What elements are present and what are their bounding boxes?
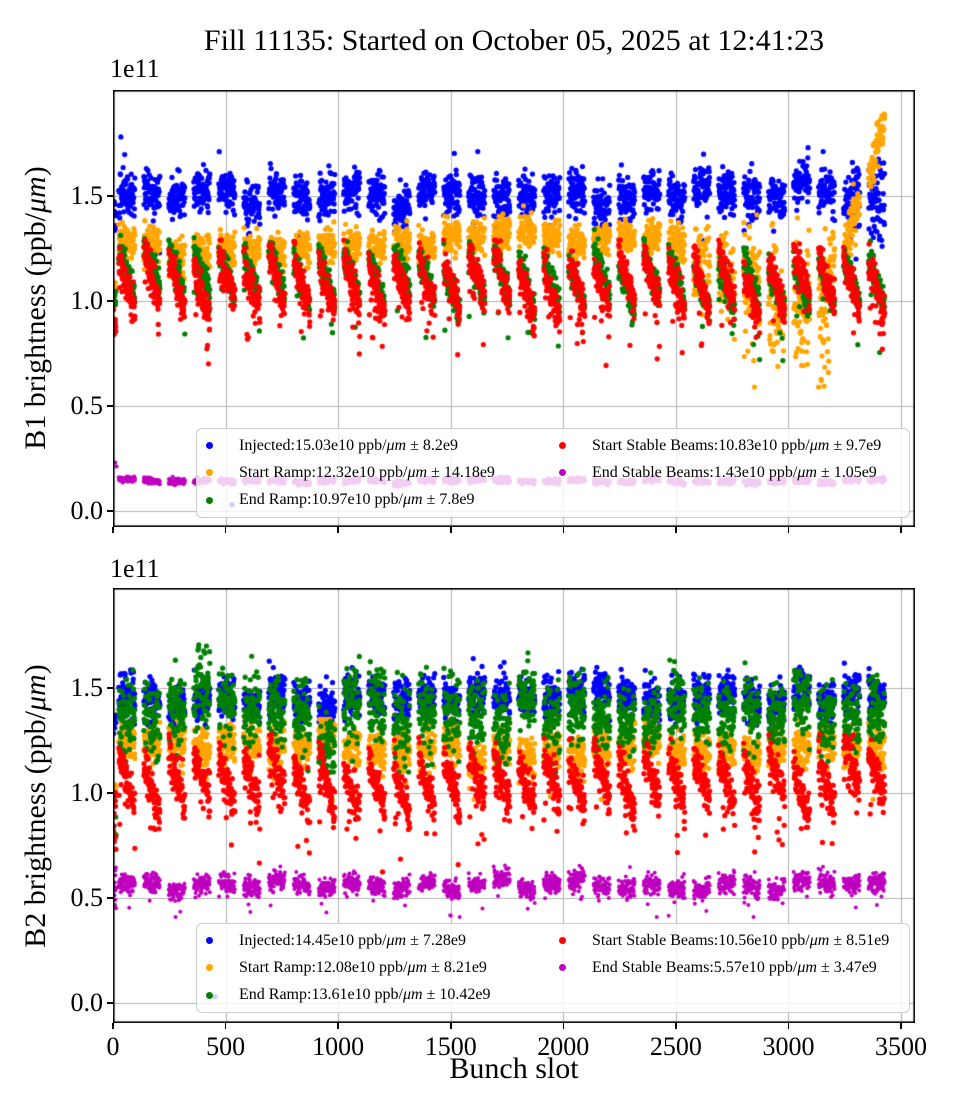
x-tick-mark [337,527,339,533]
legend-marker-injected [206,937,213,944]
y-tick-mark [107,792,113,794]
legend-label-start-ramp: Start Ramp:12.32e10 ppb/μm ± 14.18e9 [239,463,495,481]
b2-offset-text: 1e11 [110,554,160,583]
figure-title: Fill 11135: Started on October 05, 2025 at 12:41:23 [203,24,825,57]
x-tick-mark [900,527,902,533]
legend-label-start-stable-beams: Start Stable Beams:10.56e10 ppb/μm ± 8.51e9 [592,931,890,949]
y-tick-label: 0.5 [70,882,103,912]
legend-marker-end-ramp [206,992,213,999]
x-tick-mark [225,527,227,533]
y-tick-mark [107,195,113,197]
b1-ylabel-prefix: B1 brightness (ppb/ [19,213,52,450]
x-tick-mark [112,1023,114,1029]
b2-ylabel-suffix: ) [19,664,52,675]
legend-item-end-ramp [197,982,550,1009]
legend-label-end-stable-beams: End Stable Beams:5.57e10 ppb/μm ± 3.47e9 [592,958,877,976]
b1-plot-area [70,90,915,527]
legend-marker-end-stable-beams [559,469,566,476]
y-tick-mark [107,300,113,302]
y-tick-label: 1.5 [70,672,103,702]
x-tick-label: 2000 [537,1032,590,1061]
b2-plot-area [70,588,928,1061]
b1-ylabel-mu: μm [19,176,52,214]
legend-item-injected [197,927,550,954]
legend-label-end-stable-beams: End Stable Beams:1.43e10 ppb/μm ± 1.05e9 [592,463,877,481]
legend-marker-start-ramp [206,964,213,971]
legend-item-start-ramp [197,954,550,981]
x-tick-mark [675,527,677,533]
legend-label-start-stable-beams: Start Stable Beams:10.83e10 ppb/μm ± 9.7e9 [592,436,882,454]
x-tick-label: 2500 [649,1032,702,1061]
x-axis-label: Bunch slot [449,1052,579,1085]
x-tick-mark [563,527,565,533]
legend-marker-start-ramp [206,469,213,476]
x-tick-mark [337,1023,339,1029]
legend-marker-end-stable-beams [559,964,566,971]
y-tick-mark [107,1002,113,1004]
legend-marker-start-stable-beams [559,442,566,449]
x-tick-label: 1000 [312,1032,365,1061]
legend-label-end-ramp: End Ramp:13.61e10 ppb/μm ± 10.42e9 [239,986,491,1004]
y-tick-mark [107,687,113,689]
y-tick-label: 0.0 [70,495,103,525]
legend-label-injected: Injected:15.03e10 ppb/μm ± 8.2e9 [239,436,458,454]
legend-marker-start-stable-beams [559,937,566,944]
x-tick-label: 3000 [762,1032,815,1061]
legend-item-end-ramp [197,487,550,514]
legend-item-start-stable-beams [550,927,909,954]
legend-item-end-stable-beams [550,954,909,981]
b2-ylabel-mu: μm [19,674,52,712]
legend-item-injected [197,432,550,459]
legend-label-start-ramp: Start Ramp:12.08e10 ppb/μm ± 8.21e9 [239,958,487,976]
b1-offset-text: 1e11 [110,54,160,83]
y-tick-mark [107,510,113,512]
x-tick-mark [225,1023,227,1029]
x-tick-mark [675,1023,677,1029]
legend-item-start-ramp [197,459,550,486]
y-tick-mark [107,897,113,899]
b2-legend [196,923,910,1013]
y-tick-mark [107,405,113,407]
y-tick-label: 0.0 [70,988,103,1017]
x-tick-mark [450,1023,452,1029]
legend-marker-injected [206,442,213,449]
x-tick-mark [788,1023,790,1029]
x-tick-label: 1500 [424,1032,477,1061]
y-tick-label: 1.0 [70,286,103,315]
b2-ylabel-prefix: B2 brightness (ppb/ [19,711,52,948]
x-tick-label: 500 [206,1032,246,1061]
x-tick-label: 3500 [875,1032,928,1061]
x-tick-mark [900,1023,902,1029]
b1-legend [196,428,910,518]
x-tick-mark [112,527,114,533]
legend-item-end-stable-beams [550,459,909,486]
legend-item-start-stable-beams [550,432,909,459]
y-tick-label: 1.0 [70,777,103,807]
y-tick-label: 1.5 [70,181,103,210]
legend-label-end-ramp: End Ramp:10.97e10 ppb/μm ± 7.8e9 [239,491,475,509]
b1-ylabel-suffix: ) [19,166,52,177]
x-tick-mark [788,527,790,533]
y-tick-label: 0.5 [70,391,103,420]
x-tick-mark [563,1023,565,1029]
legend-label-injected: Injected:14.45e10 ppb/μm ± 7.28e9 [239,931,466,949]
legend-marker-end-ramp [206,497,213,504]
x-tick-label: 0 [106,1032,120,1061]
x-tick-mark [450,527,452,533]
